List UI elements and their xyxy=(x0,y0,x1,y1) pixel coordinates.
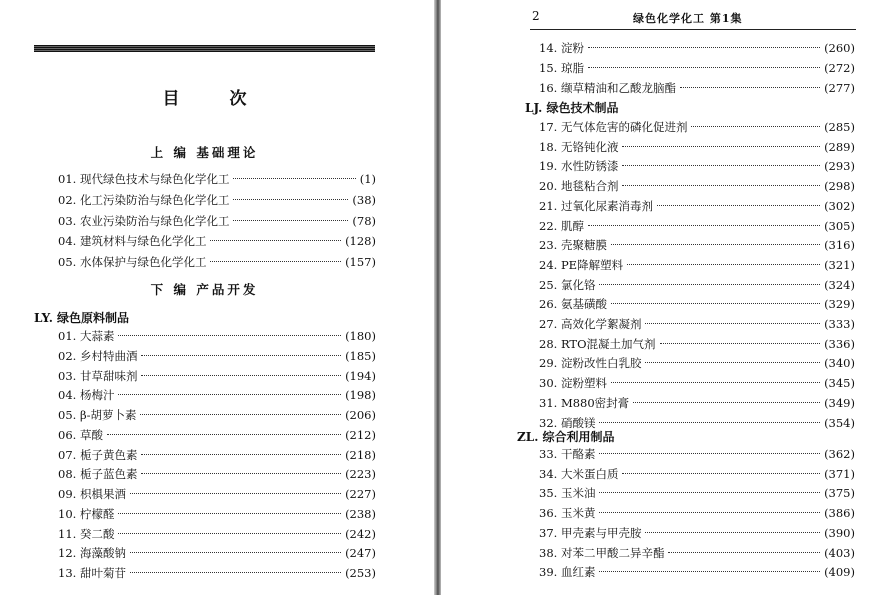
toc-entry-page: (272) xyxy=(824,60,855,75)
toc-entry-page: (321) xyxy=(824,257,855,272)
toc-entry-page: (128) xyxy=(345,234,376,249)
dot-leader xyxy=(599,453,820,454)
toc-entry xyxy=(58,406,376,425)
toc-entry-title: 35. 玉米油 xyxy=(539,486,596,501)
toc-entry-title: 07. 栀子黄色素 xyxy=(58,447,138,462)
toc-entry xyxy=(539,374,855,393)
toc-entry-page: (227) xyxy=(345,487,376,501)
toc-entry-page: (298) xyxy=(824,179,855,194)
toc-entry-page: (185) xyxy=(345,348,376,363)
toc-entry-page: (375) xyxy=(824,486,855,501)
dot-leader xyxy=(118,394,341,395)
toc-entry-page: (277) xyxy=(824,80,855,95)
toc-entry-title: 18. 无铬钝化液 xyxy=(539,139,619,154)
dot-leader xyxy=(588,47,820,48)
dot-leader xyxy=(622,473,820,474)
toc-entry-title: 11. 癸二酸 xyxy=(58,526,115,541)
toc-entry xyxy=(539,118,855,137)
book-gutter xyxy=(434,0,441,595)
dot-leader xyxy=(118,513,341,514)
dot-leader xyxy=(130,552,341,553)
right-page xyxy=(441,0,871,595)
toc-entry xyxy=(539,295,855,314)
toc-entry-title: 03. 甘草甜味剂 xyxy=(58,368,138,383)
toc-entry-page: (194) xyxy=(345,368,376,383)
dot-leader xyxy=(599,284,820,285)
toc-entry xyxy=(58,367,376,386)
toc-entry-title: 02. 乡村特曲酒 xyxy=(58,348,138,363)
category-zl-heading: ZL. 综合利用制品 xyxy=(517,430,615,444)
toc-entry xyxy=(539,544,855,563)
toc-entry-title: 06. 草酸 xyxy=(58,427,103,442)
toc-entry-page: (247) xyxy=(345,546,376,561)
toc-entry-title: 27. 高效化学絮凝剂 xyxy=(539,317,642,331)
dot-leader xyxy=(233,178,355,179)
toc-entry xyxy=(58,327,376,346)
toc-entry-title: 13. 甜叶菊苷 xyxy=(58,566,126,580)
dot-leader xyxy=(141,355,341,356)
toc-entry-title: 34. 大米蛋白质 xyxy=(539,466,619,481)
toc-entry-page: (293) xyxy=(824,159,855,174)
toc-entry-page: (336) xyxy=(824,336,855,351)
toc-entry-page: (242) xyxy=(345,526,376,541)
dot-leader xyxy=(627,264,820,265)
dot-leader xyxy=(233,220,348,221)
toc-entry xyxy=(539,79,855,98)
toc-entry-title: 23. 壳聚糖膜 xyxy=(539,238,607,253)
toc-entry xyxy=(539,236,855,255)
toc-entry-page: (305) xyxy=(824,218,855,233)
toc-entry-title: 29. 淀粉改性白乳胶 xyxy=(539,356,642,371)
dot-leader xyxy=(622,146,820,147)
toc-entry-title: 28. RTO混凝土加气剂 xyxy=(539,336,656,351)
toc-title: 目 次 xyxy=(162,89,269,109)
dot-leader xyxy=(599,512,820,513)
toc-entry xyxy=(539,256,855,275)
toc-entry xyxy=(58,544,376,563)
dot-leader xyxy=(611,382,820,383)
dot-leader xyxy=(599,492,820,493)
toc-entry-title: 30. 淀粉塑料 xyxy=(539,376,607,391)
toc-entry-page: (1) xyxy=(359,172,376,186)
dot-leader xyxy=(645,532,820,533)
toc-entry xyxy=(58,426,376,445)
toc-entry-page: (260) xyxy=(824,41,855,55)
toc-entry-title: 20. 地毯粘合剂 xyxy=(539,179,619,194)
toc-entry-page: (289) xyxy=(824,139,855,154)
toc-entry xyxy=(539,524,855,543)
toc-entry-page: (206) xyxy=(345,408,376,422)
toc-entry xyxy=(58,170,376,189)
toc-entry-title: 16. 缬草精油和乙酸龙脑酯 xyxy=(539,80,676,95)
toc-entry-page: (340) xyxy=(824,356,855,371)
toc-entry xyxy=(539,484,855,503)
toc-entry-title: 37. 甲壳素与甲壳胺 xyxy=(539,525,642,540)
header-rule xyxy=(34,45,375,52)
toc-entry-page: (409) xyxy=(824,565,855,580)
toc-entry xyxy=(539,335,855,354)
toc-entry-title: 38. 对苯二甲酸二异辛酯 xyxy=(539,545,665,560)
dot-leader xyxy=(130,493,341,494)
dot-leader xyxy=(588,67,820,68)
toc-entry xyxy=(58,564,376,583)
toc-entry-title: 26. 氨基磺酸 xyxy=(539,297,607,312)
toc-entry-title: 32. 硝酸镁 xyxy=(539,415,596,430)
toc-entry-title: 05. 水体保护与绿色化学化工 xyxy=(58,255,207,270)
toc-entry-page: (362) xyxy=(824,447,855,461)
toc-entry-page: (302) xyxy=(824,198,855,213)
dot-leader xyxy=(140,414,341,415)
dot-leader xyxy=(645,323,820,324)
toc-entry-page: (324) xyxy=(824,277,855,292)
dot-leader xyxy=(633,402,820,403)
toc-entry-page: (390) xyxy=(824,525,855,540)
toc-entry-title: 17. 无气体危害的磷化促进剂 xyxy=(539,120,688,134)
toc-entry xyxy=(58,485,376,504)
dot-leader xyxy=(118,335,341,336)
toc-entry xyxy=(58,212,376,231)
toc-entry-title: 24. PE降解塑料 xyxy=(539,257,624,272)
dot-leader xyxy=(233,199,348,200)
toc-entry xyxy=(58,191,376,210)
toc-entry-title: 09. 枳椇果酒 xyxy=(58,487,126,501)
toc-entry-title: 22. 肌醇 xyxy=(539,218,584,233)
dot-leader xyxy=(141,375,341,376)
toc-entry xyxy=(58,446,376,465)
toc-entry-page: (253) xyxy=(345,566,376,580)
toc-entry-page: (180) xyxy=(345,329,376,343)
toc-entry xyxy=(539,177,855,196)
toc-entry-page: (198) xyxy=(345,388,376,403)
toc-entry-title: 10. 柠檬醛 xyxy=(58,506,115,521)
dot-leader xyxy=(588,225,820,226)
dot-leader xyxy=(611,303,820,304)
toc-entry xyxy=(539,276,855,295)
part1-heading: 上 编 基础理论 xyxy=(150,145,259,160)
running-title: 绿色化学化工 第1集 xyxy=(633,12,743,25)
toc-entry-title: 15. 琼脂 xyxy=(539,60,584,75)
toc-entry-page: (329) xyxy=(824,297,855,312)
dot-leader xyxy=(141,454,341,455)
toc-entry-title: 12. 海藻酸钠 xyxy=(58,546,126,561)
dot-leader xyxy=(622,185,820,186)
toc-entry xyxy=(539,315,855,334)
toc-entry-page: (333) xyxy=(824,317,855,331)
toc-entry xyxy=(58,232,376,251)
toc-entry xyxy=(539,59,855,78)
toc-entry xyxy=(539,354,855,373)
dot-leader xyxy=(657,205,820,206)
dot-leader xyxy=(622,165,820,166)
category-ly-heading: LY. 绿色原料制品 xyxy=(34,311,130,325)
toc-entry-title: 04. 建筑材料与绿色化学化工 xyxy=(58,234,207,249)
toc-entry-title: 01. 大蒜素 xyxy=(58,329,115,343)
toc-entry-page: (371) xyxy=(824,466,855,481)
left-page xyxy=(0,0,434,595)
dot-leader xyxy=(210,240,341,241)
toc-entry-page: (285) xyxy=(824,120,855,134)
toc-entry-title: 33. 干酪素 xyxy=(539,447,596,461)
toc-entry-title: 21. 过氧化尿素消毒剂 xyxy=(539,198,653,213)
toc-entry-page: (218) xyxy=(345,447,376,462)
dot-leader xyxy=(680,87,820,88)
toc-entry-page: (316) xyxy=(824,238,855,253)
dot-leader xyxy=(107,434,341,435)
toc-entry xyxy=(58,525,376,544)
toc-entry-title: 02. 化工污染防治与绿色化学化工 xyxy=(58,192,230,207)
dot-leader xyxy=(130,572,341,573)
dot-leader xyxy=(210,261,341,262)
toc-entry-page: (386) xyxy=(824,506,855,521)
toc-entry-title: 04. 杨梅汁 xyxy=(58,388,115,403)
toc-entry xyxy=(58,505,376,524)
dot-leader xyxy=(668,552,820,553)
toc-entry-page: (354) xyxy=(824,415,855,430)
category-lj-heading: LJ. 绿色技术制品 xyxy=(525,101,619,115)
dot-leader xyxy=(118,533,341,534)
toc-entry-title: 03. 农业污染防治与绿色化学化工 xyxy=(58,213,230,228)
toc-entry xyxy=(539,445,855,464)
dot-leader xyxy=(645,362,820,363)
toc-entry xyxy=(539,138,855,157)
toc-entry-page: (238) xyxy=(345,506,376,521)
toc-entry xyxy=(539,157,855,176)
dot-leader xyxy=(599,422,820,423)
toc-entry-page: (403) xyxy=(824,545,855,560)
toc-entry xyxy=(539,394,855,413)
toc-entry-title: 25. 氯化铬 xyxy=(539,277,596,292)
toc-entry-title: 39. 血红素 xyxy=(539,565,596,580)
toc-entry-title: 36. 玉米黄 xyxy=(539,506,596,521)
toc-entry-title: 14. 淀粉 xyxy=(539,41,584,55)
toc-entry-page: (345) xyxy=(824,376,855,391)
toc-entry-page: (157) xyxy=(345,255,376,270)
dot-leader xyxy=(660,343,821,344)
toc-entry xyxy=(539,39,855,58)
toc-entry xyxy=(58,347,376,366)
toc-entry-title: 08. 栀子蓝色素 xyxy=(58,467,138,482)
toc-entry-page: (38) xyxy=(352,192,376,207)
toc-entry xyxy=(58,253,376,272)
toc-entry-page: (349) xyxy=(824,395,855,410)
dot-leader xyxy=(599,571,820,572)
dot-leader xyxy=(611,244,820,245)
toc-entry xyxy=(58,386,376,405)
toc-entry xyxy=(539,563,855,582)
toc-entry xyxy=(539,217,855,236)
toc-entry-title: 01. 现代绿色技术与绿色化学化工 xyxy=(58,172,230,186)
toc-entry xyxy=(539,197,855,216)
running-head xyxy=(441,9,871,29)
running-head-rule xyxy=(530,29,856,30)
toc-entry-title: 05. β-胡萝卜素 xyxy=(58,408,137,422)
page-number: 2 xyxy=(532,9,540,23)
toc-entry-page: (223) xyxy=(345,467,376,482)
dot-leader xyxy=(141,473,341,474)
toc-entry xyxy=(58,465,376,484)
toc-entry xyxy=(539,465,855,484)
dot-leader xyxy=(691,126,820,127)
part2-heading: 下 编 产品开发 xyxy=(150,282,259,297)
toc-entry-page: (78) xyxy=(352,213,376,228)
toc-entry-title: 19. 水性防锈漆 xyxy=(539,159,619,174)
toc-entry-title: 31. M880密封膏 xyxy=(539,395,630,410)
toc-entry-page: (212) xyxy=(345,427,376,442)
toc-entry xyxy=(539,504,855,523)
